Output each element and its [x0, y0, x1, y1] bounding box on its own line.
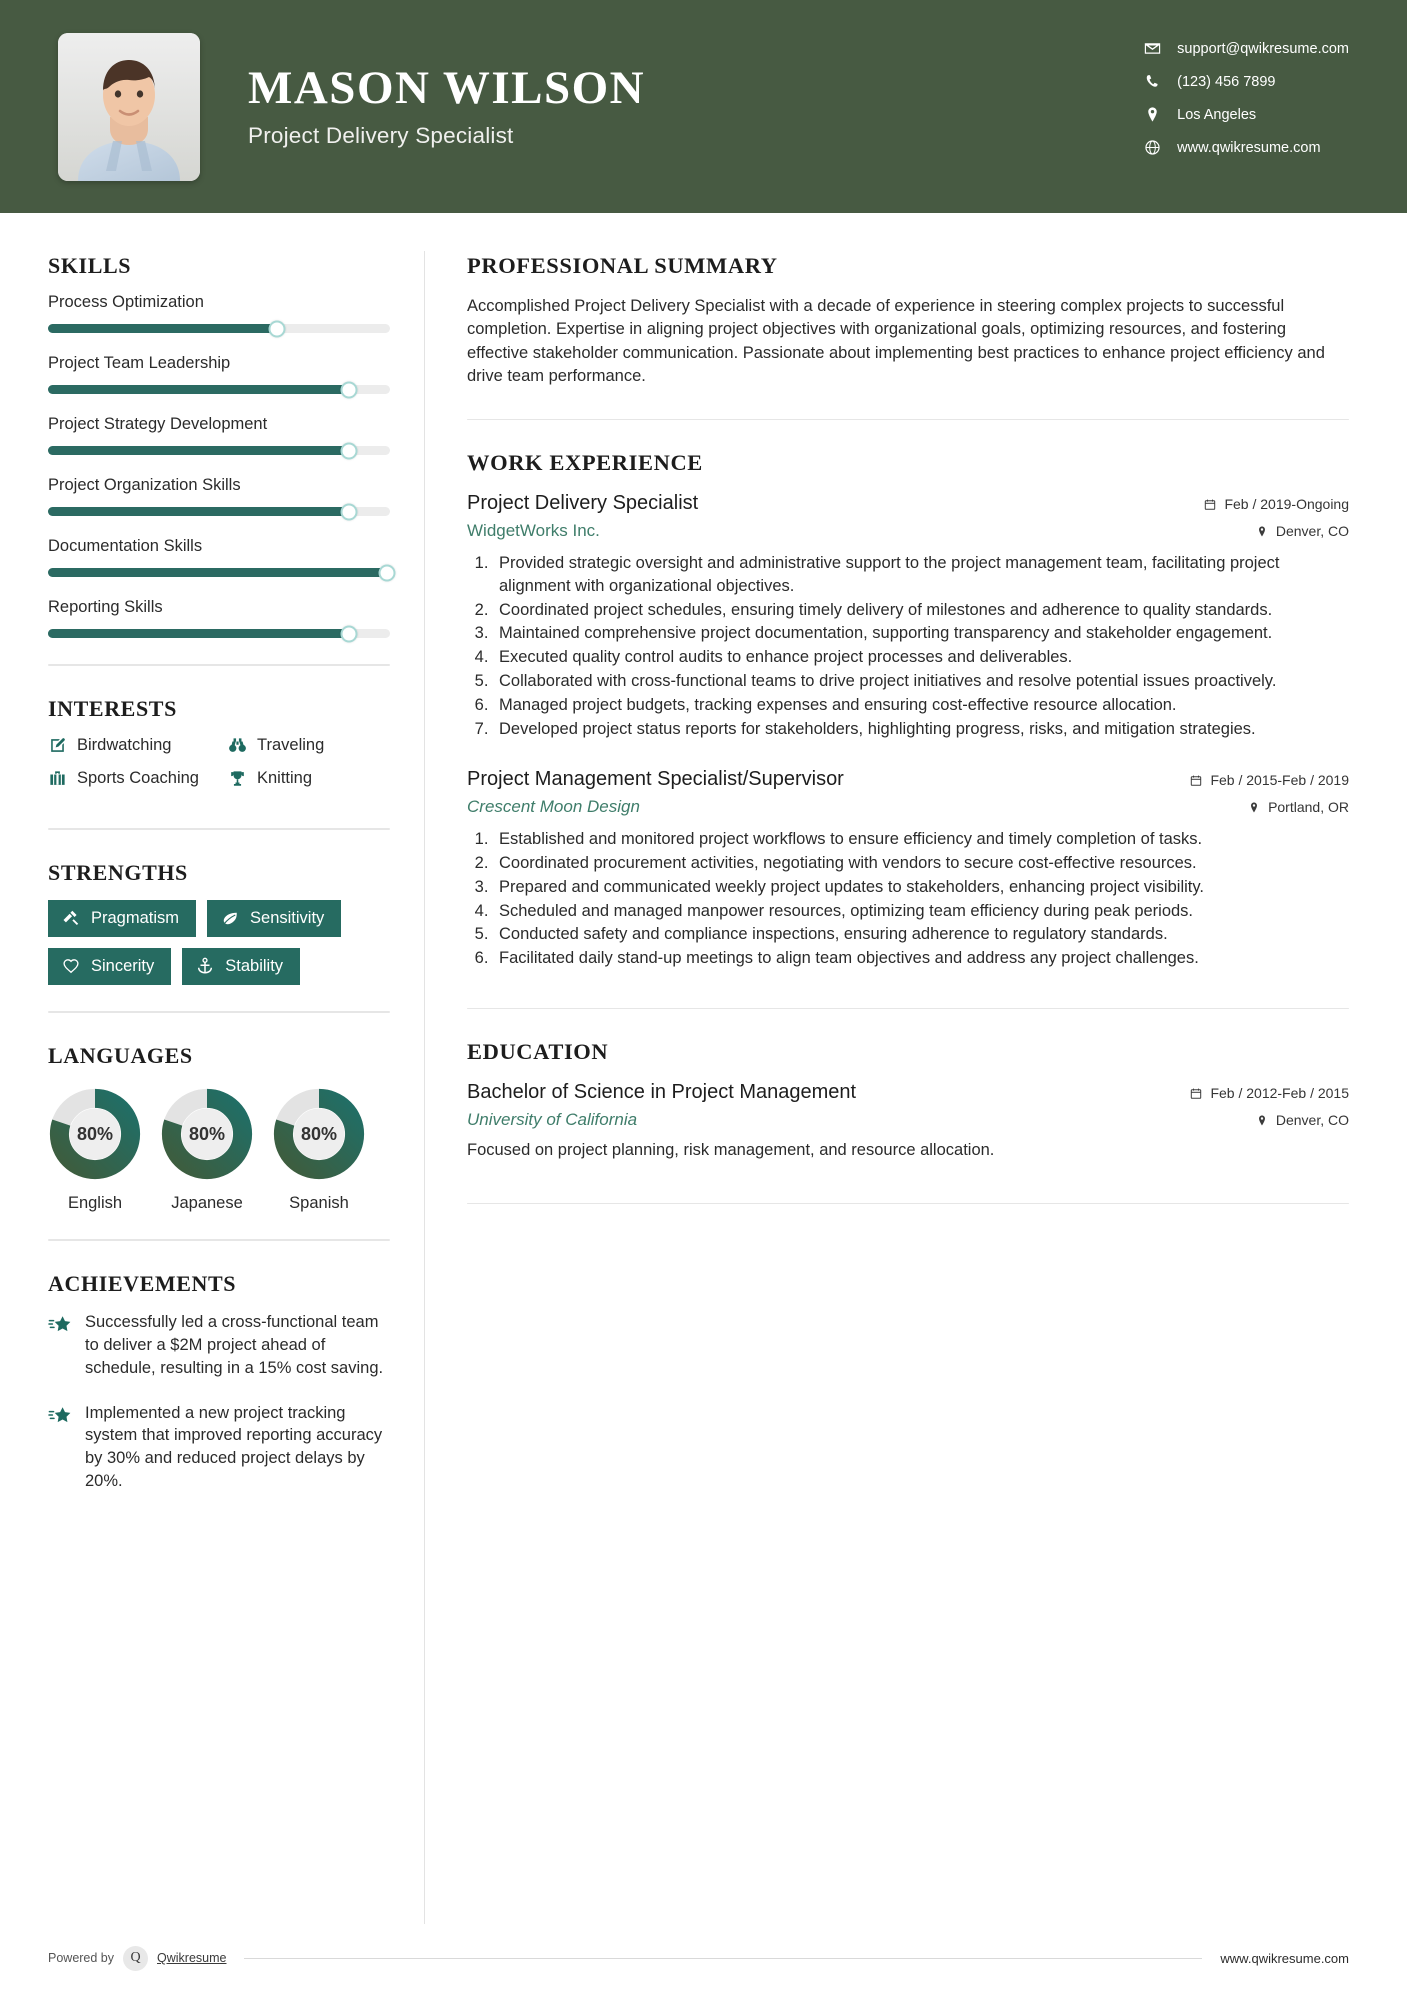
education-location	[1190, 1112, 1349, 1128]
languages-list	[48, 1083, 390, 1213]
divider	[48, 664, 390, 666]
job-duty: 2. Coordinated procurement activities, negotiating with vendors to secure cost-effective resources.	[493, 852, 1349, 875]
shooting-star-icon	[48, 1313, 72, 1337]
interest-item	[48, 736, 228, 755]
skill-label: Reporting Skills	[48, 598, 163, 616]
job-duty: 4. Executed quality control audits to enhance project processes and deliverables.	[493, 646, 1349, 669]
skill-bar-knob[interactable]	[340, 503, 357, 520]
achievement-item	[48, 1311, 390, 1379]
school-name: University of California	[467, 1110, 638, 1130]
contact-email[interactable]	[1144, 40, 1349, 57]
job-duty: 5. Conducted safety and compliance inspections, ensuring adherence to regulatory standards.	[493, 923, 1349, 946]
job-meta	[1204, 492, 1349, 539]
pen-square-icon	[48, 736, 67, 755]
anchor-icon	[196, 957, 214, 975]
job-location-value: Denver, CO	[1275, 523, 1349, 540]
skill-bar-knob[interactable]	[269, 320, 286, 337]
job-duty: 4. Scheduled and managed manpower resources, optimizing team efficiency during peak periods.	[493, 900, 1349, 923]
summary-section-title: PROFESSIONAL SUMMARY	[467, 253, 778, 278]
job-duty: 2. Coordinated project schedules, ensuring timely delivery of milestones and adherence to quality standards.	[493, 599, 1349, 622]
achievement-text: Implemented a new project tracking system that improved reporting accuracy by 30% and reduced project delays by 20%.	[85, 1403, 383, 1490]
language-percent-label: 80%	[300, 1123, 338, 1144]
page-title: MASON WILSON	[248, 62, 646, 115]
contact-website-value: www.qwikresume.com	[1177, 139, 1321, 156]
footer-rule	[244, 1958, 1202, 1959]
skill-label: Documentation Skills	[48, 537, 203, 555]
job-date	[1204, 496, 1349, 512]
skill-bar-knob[interactable]	[340, 625, 357, 642]
achievement-item	[48, 1402, 390, 1493]
achievements-section-title: ACHIEVEMENTS	[48, 1271, 237, 1297]
envelope-icon	[1144, 40, 1161, 57]
calendar-icon	[1190, 774, 1202, 787]
binoculars-icon	[228, 736, 247, 755]
divider	[467, 419, 1349, 421]
skills-section-title: SKILLS	[48, 253, 132, 278]
contact-location	[1144, 106, 1349, 123]
skill-item	[48, 293, 390, 333]
skill-label: Project Team Leadership	[48, 354, 231, 372]
job-duties-list	[493, 828, 1349, 970]
job-meta	[1190, 768, 1349, 815]
contact-location-value: Los Angeles	[1177, 106, 1257, 123]
user-photo-icon	[58, 33, 200, 181]
phone-icon	[1144, 73, 1161, 90]
divider	[48, 1239, 390, 1241]
job-date	[1190, 772, 1349, 788]
contact-email-value: support@qwikresume.com	[1177, 40, 1349, 57]
sidebar	[0, 213, 424, 1990]
strength-label: Sincerity	[91, 957, 155, 976]
footer	[0, 1926, 1407, 1990]
job-duty: 1. Established and monitored project workflows to ensure efficiency and timely completion of tasks.	[493, 828, 1349, 851]
interest-item	[48, 769, 228, 788]
skill-bar[interactable]	[48, 324, 390, 333]
logo-letter: Q	[130, 1950, 141, 1965]
briefcase-icon	[48, 769, 67, 788]
job-duty: 6. Managed project budgets, tracking expenses and ensuring cost-effective resource allocation.	[493, 694, 1349, 717]
interest-item	[228, 769, 312, 788]
education-entry	[467, 1081, 1349, 1162]
skill-bar-knob[interactable]	[340, 442, 357, 459]
language-donut-chart	[160, 1087, 254, 1181]
avatar	[58, 33, 200, 181]
job-location-value: Portland, OR	[1268, 799, 1349, 816]
skill-bar-fill	[48, 446, 349, 455]
language-name: Japanese	[171, 1194, 243, 1213]
education-description: Focused on project planning, risk management, and resource allocation.	[467, 1141, 995, 1160]
skill-bar[interactable]	[48, 507, 390, 516]
skills-list	[48, 293, 390, 638]
experience-section-title: WORK EXPERIENCE	[467, 450, 703, 476]
strength-chip	[48, 948, 171, 985]
map-pin-icon	[1256, 525, 1268, 538]
powered-by-block	[48, 1946, 226, 1971]
strengths-list	[48, 900, 390, 985]
job-title: Project Delivery Specialist	[467, 492, 699, 515]
languages-section-title: LANGUAGES	[48, 1043, 193, 1069]
powered-by-label: Powered by	[48, 1951, 115, 1965]
achievement-text: Successfully led a cross-functional team to deliver a $2M project ahead of schedule, resulting in a 15% cost saving.	[85, 1313, 384, 1377]
job-duty: 7. Developed project status reports for stakeholders, highlighting progress, risks, and mitigation strategies.	[493, 718, 1349, 741]
interest-label: Traveling	[257, 736, 325, 754]
skill-item	[48, 476, 390, 516]
strength-label: Sensitivity	[250, 909, 325, 927]
resume-body	[0, 213, 1407, 1990]
skill-label: Project Organization Skills	[48, 476, 241, 494]
strength-chip	[207, 900, 341, 937]
summary-text: Accomplished Project Delivery Specialist with a decade of experience in steering complex projects to successful completion. Expertise in aligning project objectives with organizational goals, optimizing resources, and fostering effective stakeholder communication. Passionate about implementing best practices to enhance project efficiency and drive team performance.	[467, 297, 1325, 386]
name-block	[248, 64, 645, 148]
interest-item	[228, 736, 324, 755]
language-name: Spanish	[289, 1194, 349, 1213]
job-location	[1204, 523, 1349, 539]
skill-bar-knob[interactable]	[340, 381, 357, 398]
skill-item	[48, 354, 390, 394]
gavel-icon	[62, 909, 80, 927]
strength-label: Stability	[225, 957, 284, 976]
skill-bar[interactable]	[48, 446, 390, 455]
achievements-list	[48, 1311, 390, 1492]
strengths-section-title: STRENGTHS	[48, 860, 188, 885]
divider	[48, 1011, 390, 1013]
job-role-subtitle: Project Delivery Specialist	[248, 122, 514, 148]
education-section-title: EDUCATION	[467, 1039, 609, 1065]
skill-label: Project Strategy Development	[48, 415, 268, 433]
job-date-value: Feb / 2015-Feb / 2019	[1210, 772, 1349, 789]
leaf-icon	[221, 909, 239, 927]
interests-section-title: INTERESTS	[48, 696, 177, 721]
divider	[48, 828, 390, 830]
skill-item	[48, 537, 390, 577]
education-location-value: Denver, CO	[1275, 1112, 1349, 1129]
job-duty: 5. Collaborated with cross-functional teams to drive project initiatives and resolve potential issues proactively.	[493, 670, 1349, 693]
skill-bar-fill	[48, 324, 277, 333]
skill-item	[48, 415, 390, 455]
language-item	[272, 1087, 366, 1213]
strength-chip	[182, 948, 300, 985]
heart-icon	[62, 957, 80, 975]
globe-icon	[1144, 139, 1161, 156]
job-date-value: Feb / 2019-Ongoing	[1224, 496, 1349, 513]
skill-item	[48, 598, 390, 638]
main-content	[425, 213, 1407, 1990]
job-title: Project Management Specialist/Supervisor	[467, 768, 844, 791]
job-company: Crescent Moon Design	[467, 797, 640, 817]
education-meta	[1190, 1081, 1349, 1128]
shooting-star-icon	[48, 1404, 72, 1428]
experience-entry	[467, 768, 1349, 970]
job-company: WidgetWorks Inc.	[467, 521, 600, 541]
degree-title: Bachelor of Science in Project Management	[467, 1081, 857, 1104]
interest-label: Sports Coaching	[77, 769, 199, 787]
footer-url: www.qwikresume.com	[1220, 1950, 1349, 1966]
education-date-value: Feb / 2012-Feb / 2015	[1210, 1085, 1349, 1102]
job-location	[1190, 799, 1349, 815]
language-name: English	[67, 1194, 123, 1213]
job-duty: 3. Maintained comprehensive project documentation, supporting transparency and stakeholder engagement.	[493, 622, 1349, 645]
skill-bar-fill	[48, 568, 387, 577]
contact-website[interactable]	[1144, 139, 1349, 156]
job-duty: 1. Provided strategic oversight and administrative support to the project management team, facilitating project alignment with organizational objectives.	[493, 552, 1349, 598]
map-pin-icon	[1248, 801, 1260, 814]
trophy-icon	[228, 769, 247, 788]
interests-list	[48, 736, 390, 802]
calendar-icon	[1190, 1087, 1202, 1100]
interest-label: Birdwatching	[77, 736, 172, 754]
skill-bar-fill	[48, 507, 349, 516]
language-item	[48, 1087, 142, 1213]
skill-bar-fill	[48, 629, 349, 638]
job-duty: 3. Prepared and communicated weekly project updates to stakeholders, enhancing project visibility.	[493, 876, 1349, 899]
contact-phone[interactable]	[1144, 73, 1349, 90]
language-donut-chart	[48, 1087, 142, 1181]
contact-list	[1144, 40, 1349, 156]
divider	[467, 1008, 1349, 1010]
strength-label: Pragmatism	[91, 909, 180, 927]
qwikresume-logo-icon	[123, 1946, 148, 1971]
map-pin-icon	[1256, 1114, 1268, 1127]
language-percent-label: 80%	[76, 1123, 114, 1144]
language-item	[160, 1087, 254, 1213]
brand-link[interactable]: Qwikresume	[157, 1951, 227, 1965]
resume-header	[0, 0, 1407, 213]
skill-bar-knob[interactable]	[378, 564, 395, 581]
experience-entry	[467, 492, 1349, 740]
skill-label: Process Optimization	[48, 293, 204, 311]
skill-bar[interactable]	[48, 629, 390, 638]
skill-bar-fill	[48, 385, 349, 394]
job-duties-list	[493, 552, 1349, 740]
contact-phone-value: (123) 456 7899	[1177, 73, 1276, 90]
strength-chip	[48, 900, 196, 937]
calendar-icon	[1204, 498, 1216, 511]
education-date	[1190, 1085, 1349, 1101]
skill-bar[interactable]	[48, 385, 390, 394]
divider	[467, 1203, 1349, 1205]
interest-label: Knitting	[257, 769, 313, 787]
map-pin-icon	[1144, 106, 1161, 123]
job-duty: 6. Facilitated daily stand-up meetings to align team objectives and address any project challenges.	[493, 947, 1349, 970]
skill-bar[interactable]	[48, 568, 390, 577]
language-percent-label: 80%	[188, 1123, 226, 1144]
language-donut-chart	[272, 1087, 366, 1181]
